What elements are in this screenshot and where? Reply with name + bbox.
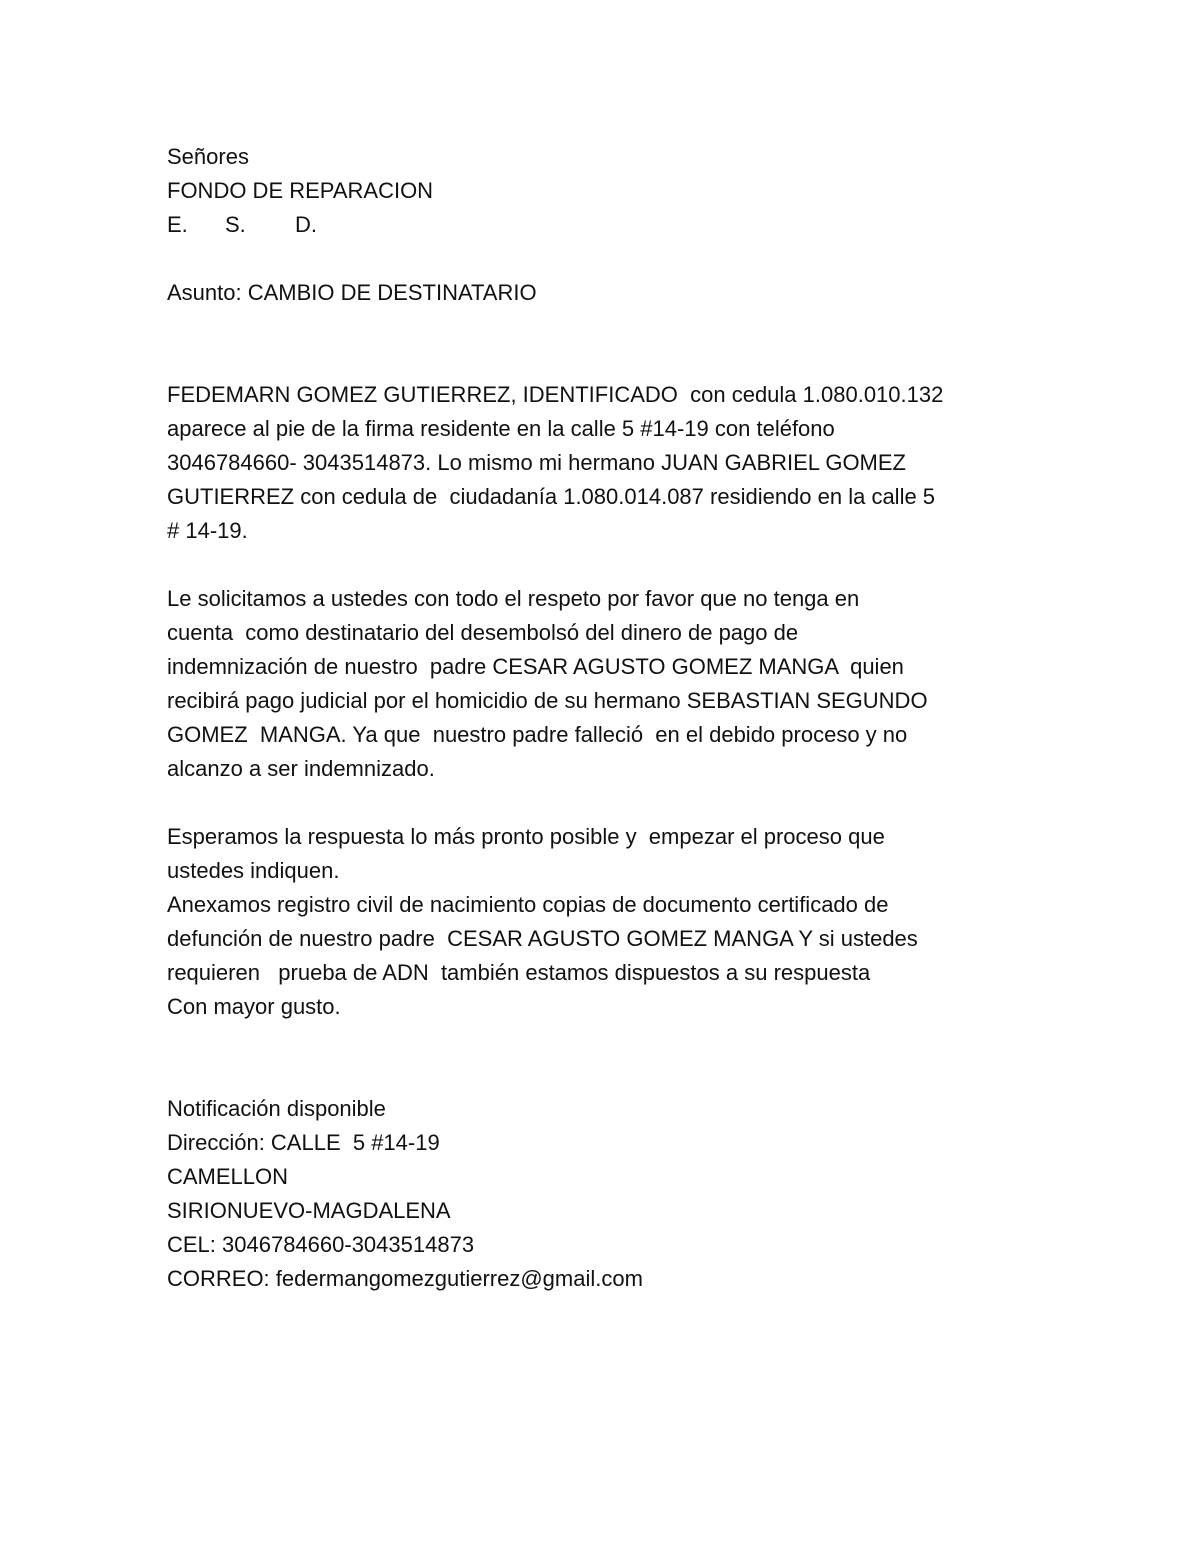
notification-address: Dirección: CALLE 5 #14-19: [167, 1130, 440, 1155]
paragraph-line: recibirá pago judicial por el homicidio de su hermano SEBASTIAN SEGUNDO: [167, 688, 928, 713]
paragraph-line: 3046784660- 3043514873. Lo mismo mi hermano JUAN GABRIEL GOMEZ: [167, 450, 906, 475]
spacer: [167, 310, 1047, 378]
recipient-name: FONDO DE REPARACION: [167, 178, 434, 203]
paragraph-line: Esperamos la respuesta lo más pronto posible y empezar el proceso que: [167, 824, 885, 849]
notification-neighborhood: CAMELLON: [167, 1164, 289, 1189]
paragraph-request: [167, 582, 1047, 786]
paragraph-line: Le solicitamos a ustedes con todo el respeto por favor que no tenga en: [167, 586, 860, 611]
notification-phone: CEL: 3046784660-3043514873: [167, 1232, 475, 1257]
notification-city: SIRIONUEVO-MAGDALENA: [167, 1198, 451, 1223]
paragraph-line: Anexamos registro civil de nacimiento copias de documento certificado de: [167, 892, 889, 917]
esd-s: S.: [225, 212, 246, 237]
salutation: Señores: [167, 144, 249, 169]
subject-line: Asunto: CAMBIO DE DESTINATARIO: [167, 280, 537, 305]
spacer: [167, 786, 1047, 820]
paragraph-line: GOMEZ MANGA. Ya que nuestro padre falleció en el debido proceso y no: [167, 722, 908, 747]
notification-title: Notificación disponible: [167, 1096, 386, 1121]
spacer: [167, 1024, 1047, 1092]
paragraph-line: aparece al pie de la firma residente en la calle 5 #14-19 con teléfono: [167, 416, 835, 441]
esd-abbreviation: [167, 208, 1047, 242]
paragraph-line: FEDEMARN GOMEZ GUTIERREZ, IDENTIFICADO con cedula 1.080.010.132: [167, 382, 944, 407]
esd-d: D.: [295, 212, 317, 237]
paragraph-closing: [167, 820, 1047, 1024]
paragraph-line: defunción de nuestro padre CESAR AGUSTO GOMEZ MANGA Y si ustedes: [167, 926, 918, 951]
paragraph-line: GUTIERREZ con cedula de ciudadanía 1.080.014.087 residiendo en la calle 5: [167, 484, 936, 509]
spacer: [167, 242, 1047, 276]
paragraph-line: cuenta como destinatario del desembolsó del dinero de pago de: [167, 620, 799, 645]
paragraph-line: requieren prueba de ADN también estamos dispuestos a su respuesta: [167, 960, 871, 985]
letter-header: [167, 140, 1047, 242]
notification-email: CORREO: federmangomezgutierrez@gmail.com: [167, 1266, 643, 1291]
paragraph-line: Con mayor gusto.: [167, 994, 341, 1019]
esd-e: E.: [167, 212, 188, 237]
paragraph-identification: [167, 378, 1047, 548]
letter-page: [167, 140, 1047, 1296]
notification-block: [167, 1092, 1047, 1296]
paragraph-line: indemnización de nuestro padre CESAR AGUSTO GOMEZ MANGA quien: [167, 654, 904, 679]
spacer: [167, 548, 1047, 582]
paragraph-line: alcanzo a ser indemnizado.: [167, 756, 435, 781]
paragraph-line: ustedes indiquen.: [167, 858, 340, 883]
paragraph-line: # 14-19.: [167, 518, 248, 543]
